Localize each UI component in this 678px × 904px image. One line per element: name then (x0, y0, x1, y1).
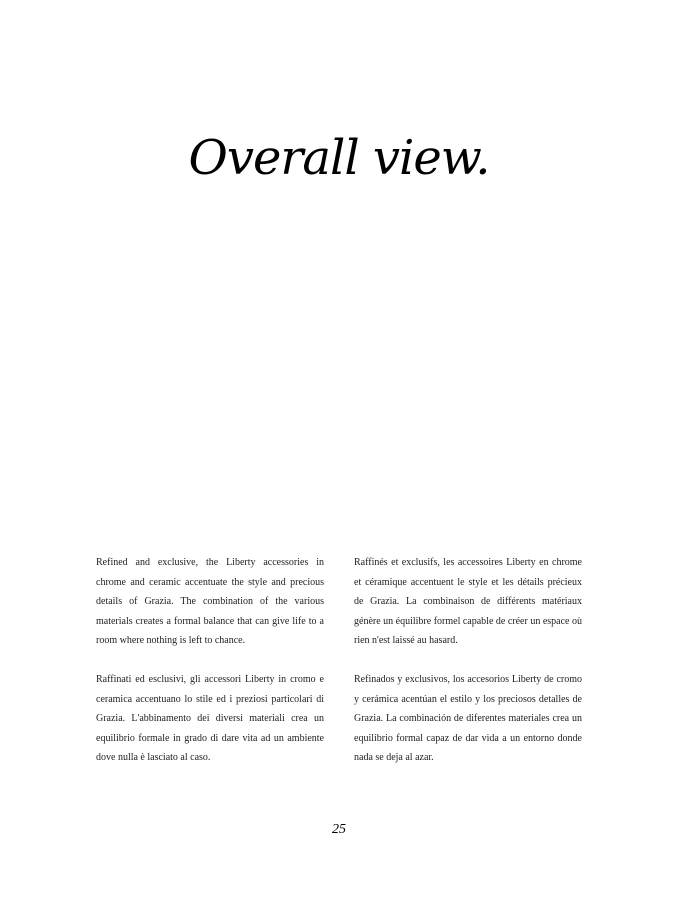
paragraph-spanish: Refinados y exclusivos, los accesorios Liberty de cromo y cerámica acentúan el estilo y los preciosos detalles de Grazia. La combinación de diferentes materiales crea un equilibrio formal capaz de dar vida a un entorno donde nada se deja al azar. (354, 674, 582, 763)
page-title: Overall view. (188, 130, 490, 186)
page-number: 25 (332, 822, 346, 837)
paragraph-english: Refined and exclusive, the Liberty accessories in chrome and ceramic accentuate the style and precious details of Grazia. The combination of the various materials creates a formal balance that can give life to a room where nothing is left to chance. (96, 557, 324, 646)
paragraph-french: Raffinés et exclusifs, les accessoires Liberty en chrome et céramique accentuent le style et les détails précieux de Grazia. La combinaison de différents matériaux génère un équilibre formel capable de créer un espace où rien n'est laissé au hasard. (354, 557, 582, 646)
paragraph-italian: Raffinati ed esclusivi, gli accessori Liberty in cromo e ceramica accentuano lo stile ed i preziosi particolari di Grazia. L'abbinamento dei diversi materiali crea un equilibrio formale in grado di dare vita ad un ambiente dove nulla è lasciato al caso. (96, 674, 324, 763)
